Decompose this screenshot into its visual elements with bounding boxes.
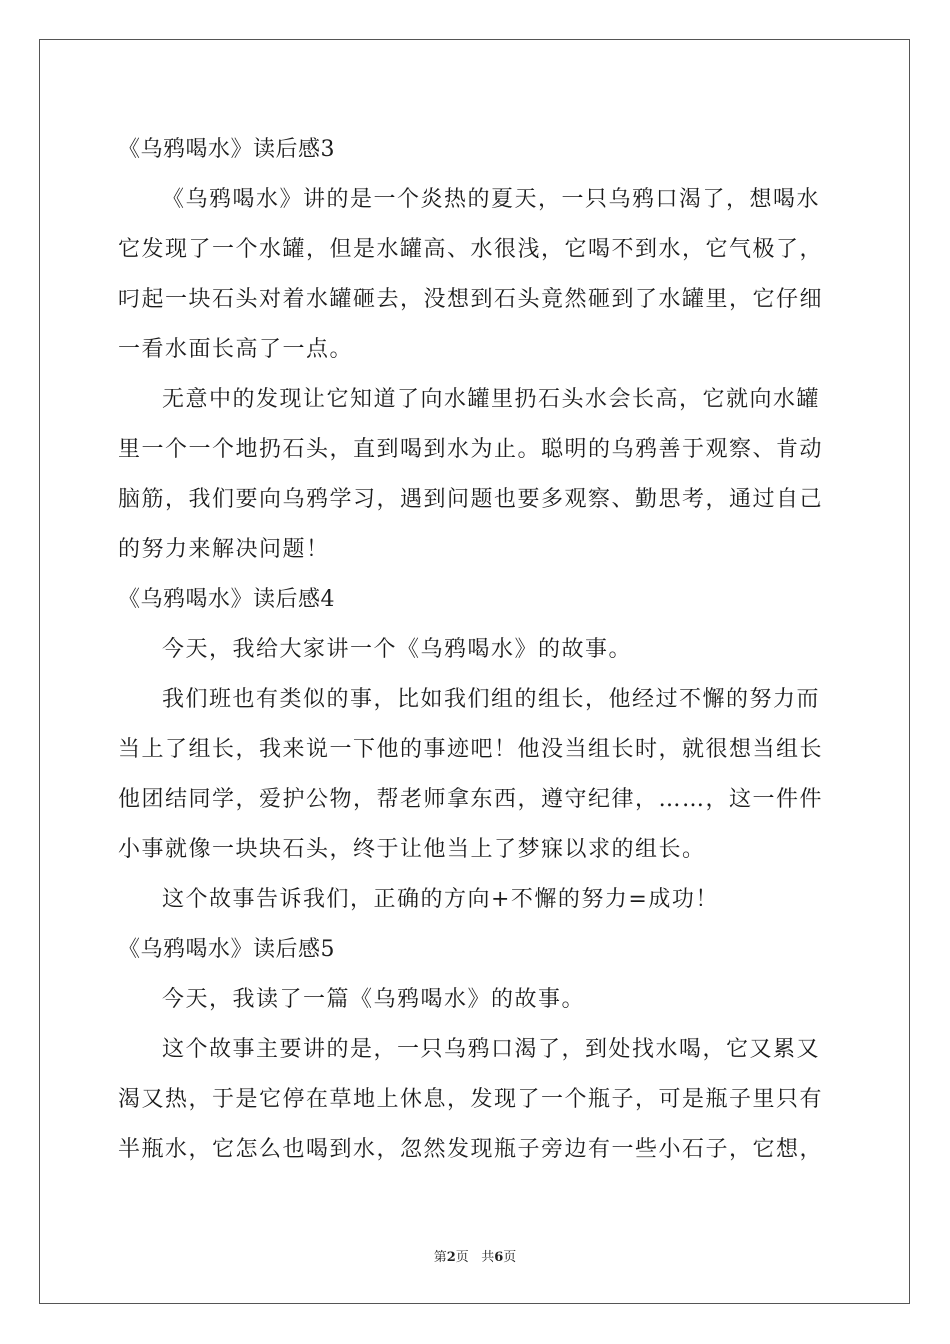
paragraph <box>118 175 838 375</box>
paragraph <box>118 975 838 1025</box>
text-line: 渴又热，于是它停在草地上休息，发现了一个瓶子，可是瓶子里只有 <box>118 1087 824 1112</box>
text-line: 无意中的发现让它知道了向水罐里扔石头水会长高，它就向水罐 <box>162 387 821 412</box>
total-suffix: 页 <box>503 1250 517 1265</box>
text-line: 今天，我读了一篇《乌鸦喝水》的故事。 <box>162 987 586 1012</box>
paragraph <box>118 625 838 675</box>
paragraph <box>118 375 838 575</box>
paragraph <box>118 1025 838 1175</box>
text-line: 脑筋，我们要向乌鸦学习，遇到问题也要多观察、勤思考，通过自己 <box>118 487 824 512</box>
text-line: 里一个一个地扔石头，直到喝到水为止。聪明的乌鸦善于观察、肯动 <box>118 437 824 462</box>
text-line: 小事就像一块块石头，终于让他当上了梦寐以求的组长。 <box>118 837 706 862</box>
page-footer <box>0 1246 950 1265</box>
text-line: 这个故事告诉我们，正确的方向+不懈的努力=成功！ <box>162 887 719 912</box>
section <box>118 925 838 1175</box>
section <box>118 575 838 925</box>
text-line: 它发现了一个水罐，但是水罐高、水很浅，它喝不到水，它气极了， <box>118 237 824 262</box>
text-line: 他团结同学，爱护公物，帮老师拿东西，遵守纪律，……，这一件件 <box>118 787 824 812</box>
text-line: 叼起一块石头对着水罐砸去，没想到石头竟然砸到了水罐里，它仔细 <box>118 287 824 312</box>
document-body <box>118 125 838 1175</box>
page-suffix: 页 <box>455 1250 469 1265</box>
current-page-number: 2 <box>446 1250 456 1265</box>
paragraph <box>118 875 838 925</box>
text-line: 的努力来解决问题！ <box>118 537 330 562</box>
text-line: 我们班也有类似的事，比如我们组的组长，他经过不懈的努力而 <box>162 687 821 712</box>
text-line: 今天，我给大家讲一个《乌鸦喝水》的故事。 <box>162 637 633 662</box>
text-line: 当上了组长，我来说一下他的事迹吧！他没当组长时，就很想当组长 <box>118 737 824 762</box>
section-heading: 《乌鸦喝水》读后感4 <box>118 587 335 612</box>
page-prefix: 第 <box>433 1250 447 1265</box>
text-line: 《乌鸦喝水》讲的是一个炎热的夏天，一只乌鸦口渴了，想喝水 <box>162 187 821 212</box>
section <box>118 125 838 575</box>
text-line: 这个故事主要讲的是，一只乌鸦口渴了，到处找水喝，它又累又 <box>162 1037 821 1062</box>
section-heading: 《乌鸦喝水》读后感5 <box>118 937 335 962</box>
total-prefix: 共 <box>481 1250 495 1265</box>
total-page-count: 6 <box>494 1250 504 1265</box>
text-line: 一看水面长高了一点。 <box>118 337 354 362</box>
section-heading: 《乌鸦喝水》读后感3 <box>118 137 335 162</box>
paragraph <box>118 675 838 875</box>
text-line: 半瓶水，它怎么也喝到水，忽然发现瓶子旁边有一些小石子，它想， <box>118 1137 824 1162</box>
